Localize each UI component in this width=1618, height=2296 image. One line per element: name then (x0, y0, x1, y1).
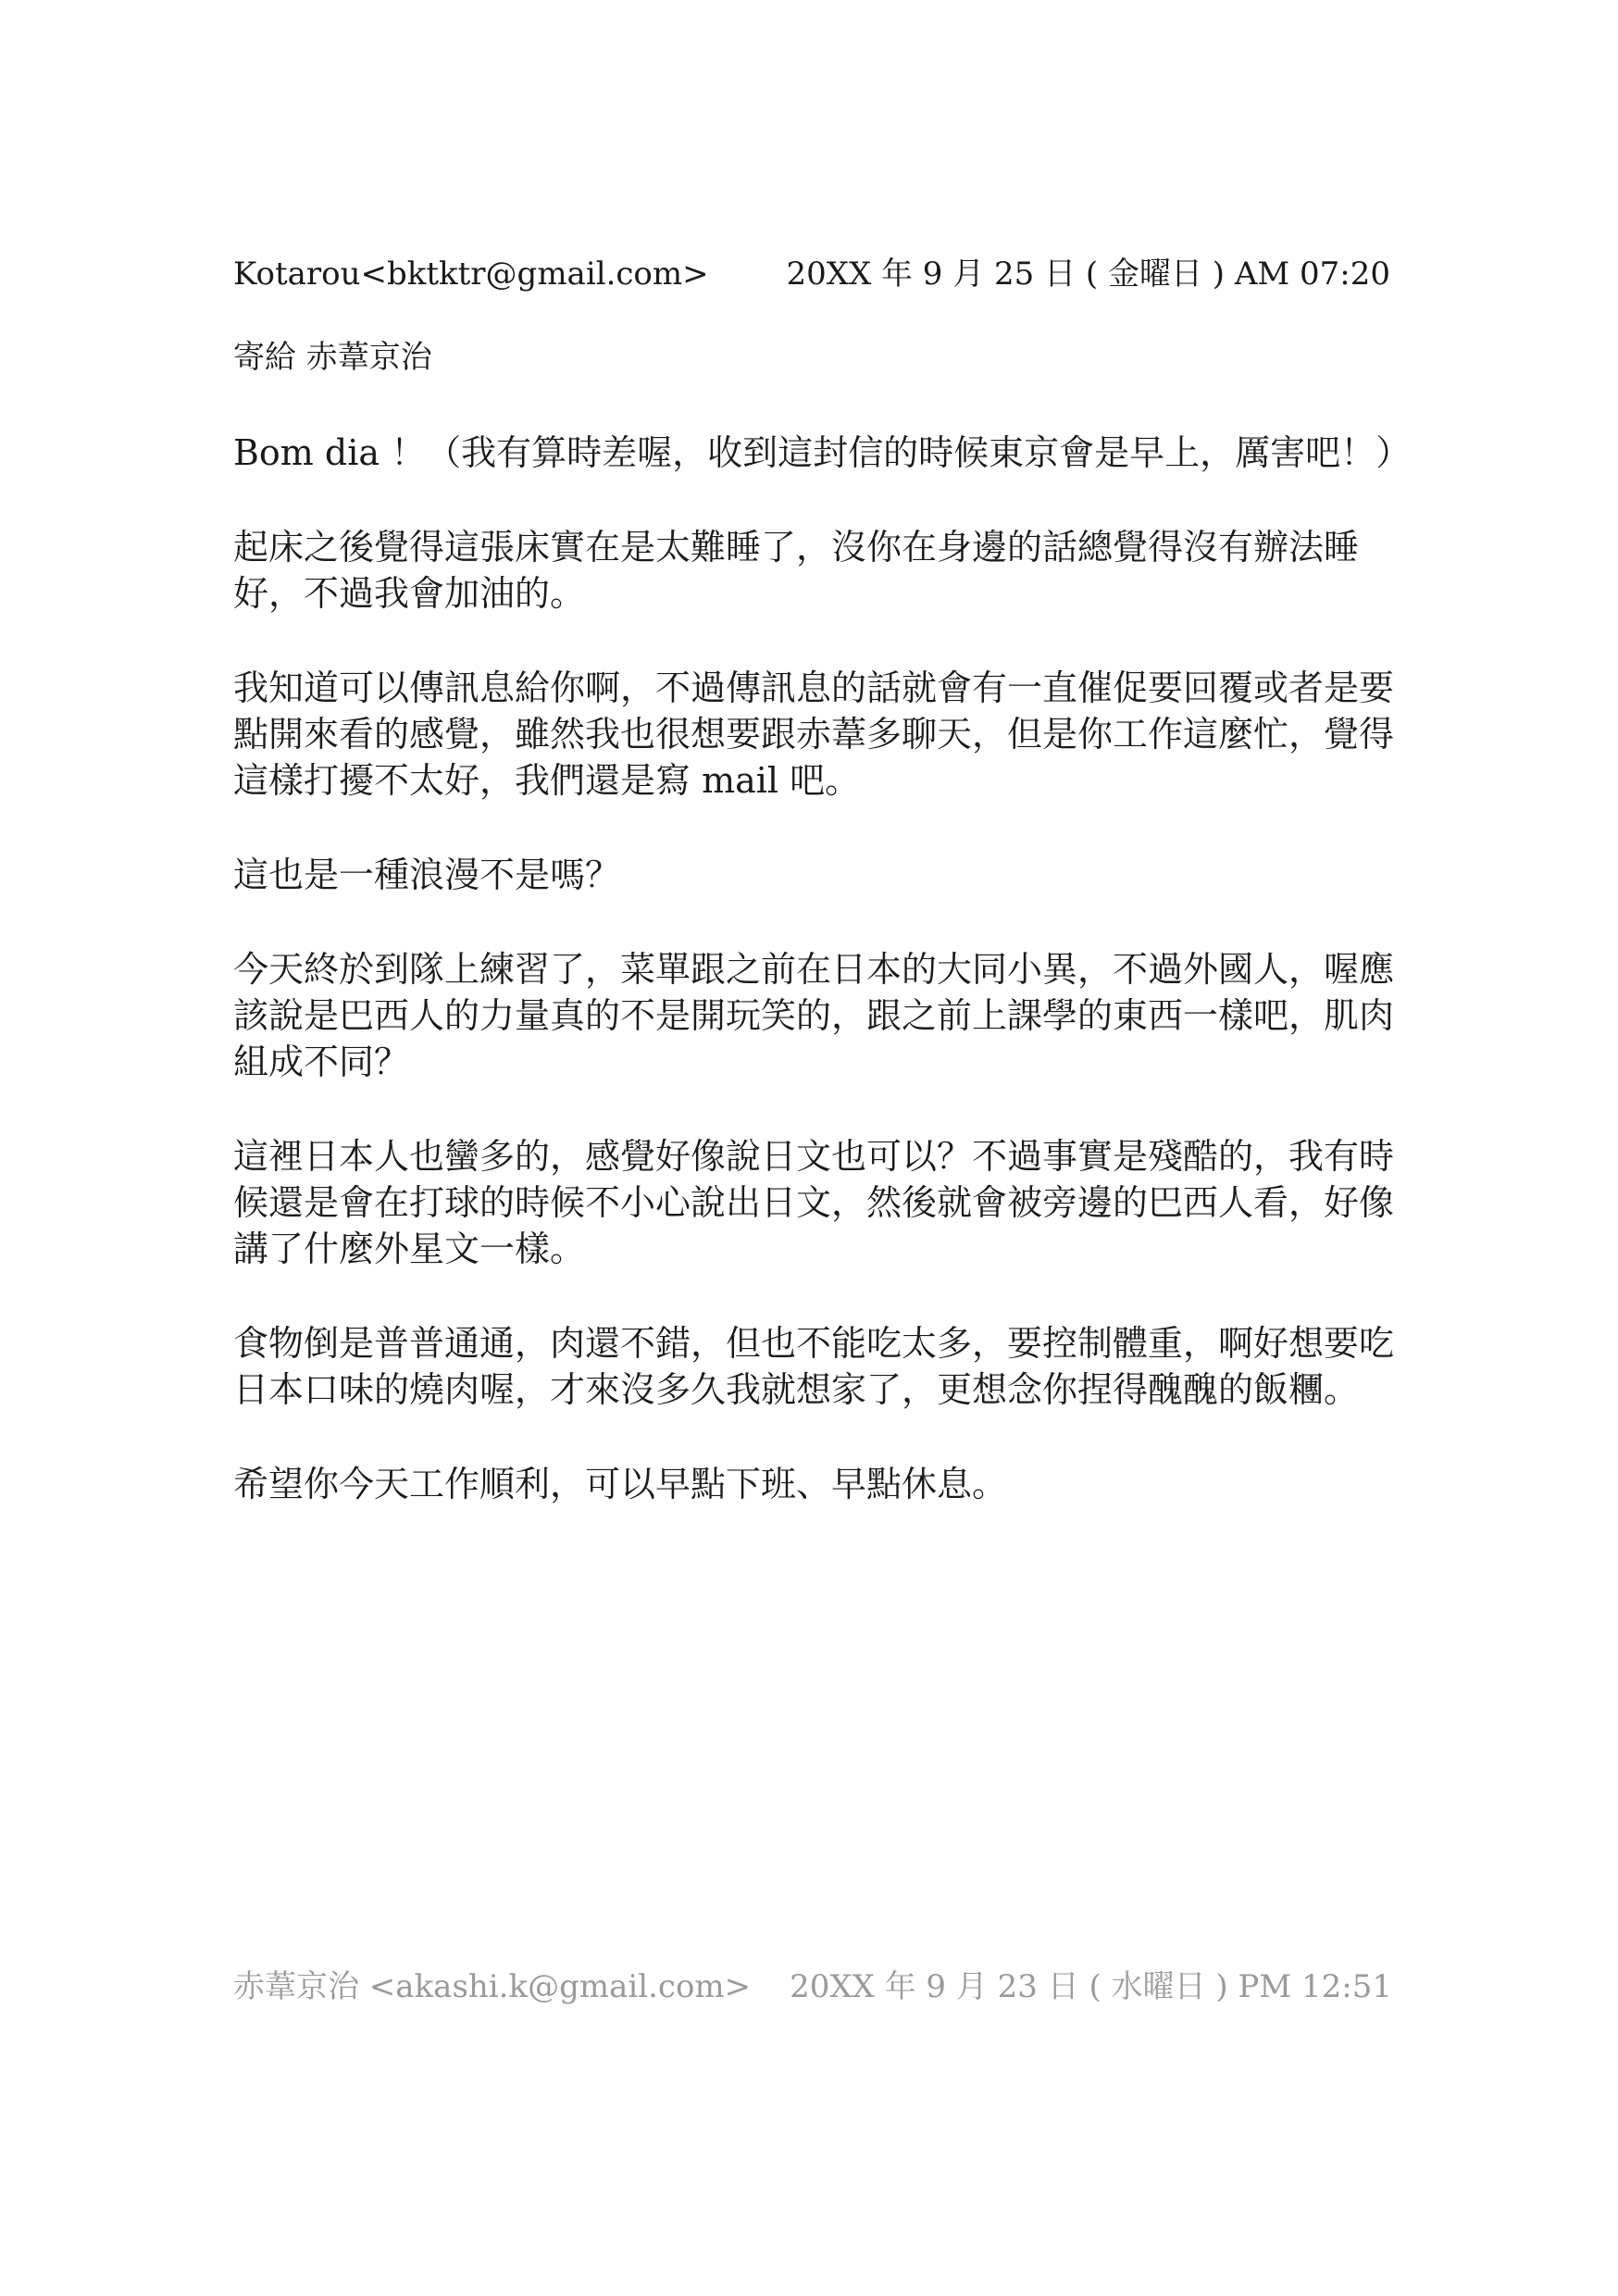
paragraph: 這裡日本人也蠻多的，感覺好像說日文也可以？不過事實是殘酷的，我有時候還是會在打球的時候不小心說出日文，然後就會被旁邊的巴西人看，好像講了什麼外星文一樣。 (233, 1136, 1395, 1269)
paragraph: 今天終於到隊上練習了，菜單跟之前在日本的大同小異，不過外國人，喔應該說是巴西人的力量真的不是開玩笑的，跟之前上課學的東西一樣吧，肌肉組成不同？ (233, 949, 1395, 1082)
paragraph: 這也是一種浪漫不是嗎？ (233, 855, 621, 895)
sender-address: Kotarou<bktktr@gmail.com> (233, 256, 709, 293)
paragraph: 起床之後覺得這張床實在是太難睡了，沒你在身邊的話總覺得沒有辦法睡好，不過我會加油的。 (233, 527, 1360, 614)
email-header (233, 248, 1390, 300)
quoted-sender-address: 赤葦京治 <akashi.k@gmail.com> (233, 1968, 752, 2005)
sent-date: 20XX 年 9 月 25 日 ( 金曜日 ) AM 07:20 (786, 256, 1390, 293)
paragraph: 食物倒是普普通通，肉還不錯，但也不能吃太多，要控制體重，啊好想要吃日本口味的燒肉喔，才來沒多久我就想家了，更想念你捏得醜醜的飯糰。 (233, 1323, 1395, 1410)
paragraph: 希望你今天工作順利，可以早點下班、早點休息。 (233, 1464, 1008, 1504)
quoted-sent-date: 20XX 年 9 月 23 日 ( 水曜日 ) PM 12:51 (790, 1968, 1392, 2005)
letter-body (233, 430, 1412, 1555)
recipient-line: 寄給 赤葦京治 (233, 339, 432, 376)
quoted-email-header (233, 1961, 1392, 2013)
paragraph: Bom dia ！（我有算時差喔，收到這封信的時候東京會是早上，厲害吧！） (233, 432, 1412, 473)
paragraph: 我知道可以傳訊息給你啊，不過傳訊息的話就會有一直催促要回覆或者是要點開來看的感覺，雖然我也很想要跟赤葦多聊天，但是你工作這麼忙，覺得這樣打擾不太好，我們還是寫 mail 吧。 (233, 668, 1395, 801)
